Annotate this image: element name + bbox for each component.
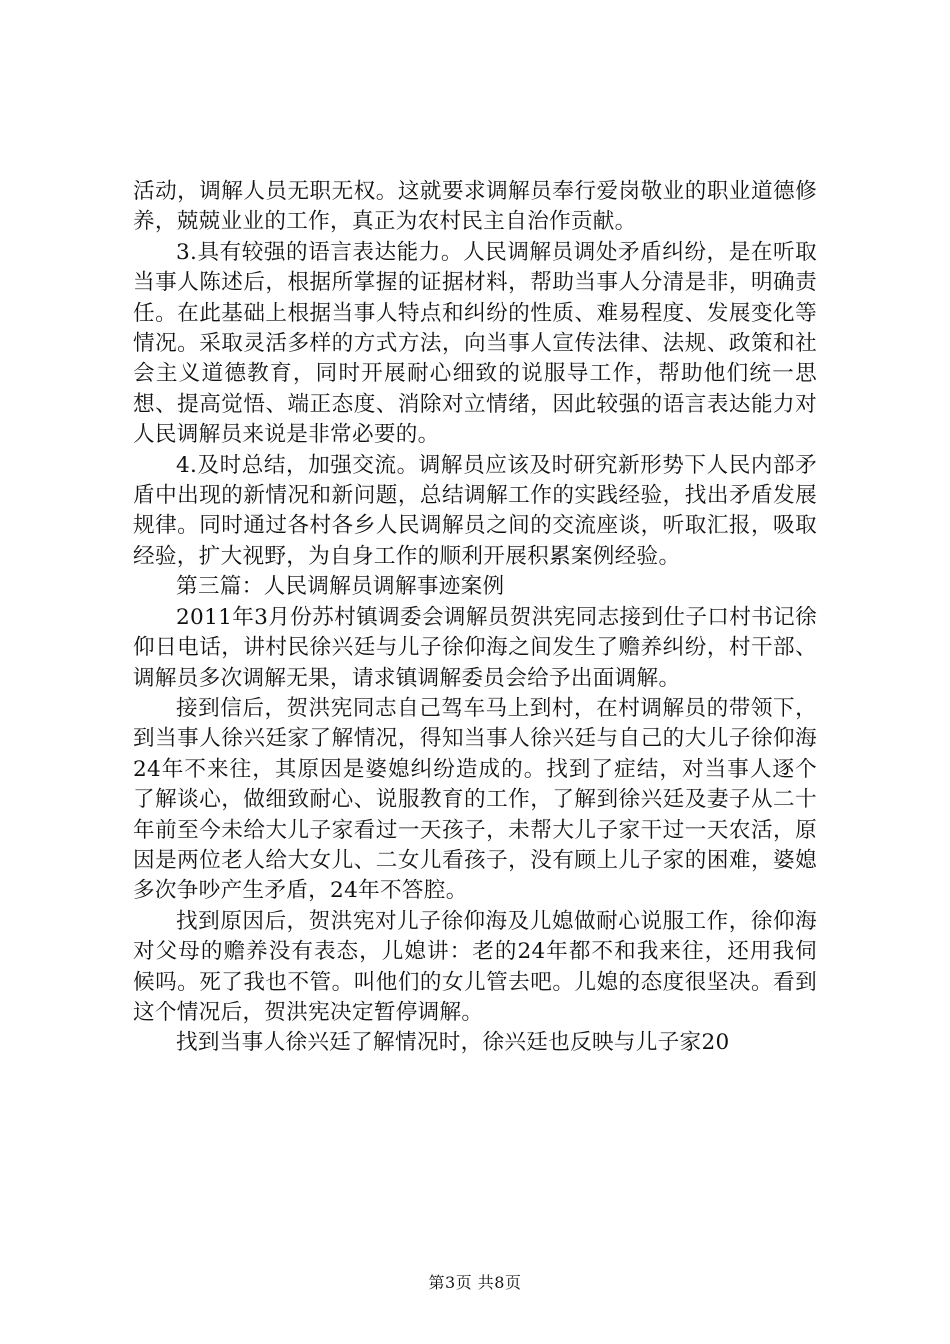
case-paragraph-3: 找到原因后，贺洪宪对儿子徐仰海及儿媳做耐心说服工作，徐仰海对父母的赡养没有表态，儿媳讲：老的24年都不和我来往，还用我伺候吗。死了我也不管。叫他们的女儿管去吧。儿媳的态度很坚决。看到这个情况后，贺洪宪决定暂停调解。 <box>133 908 817 1025</box>
body-paragraph-1: 活动，调解人员无职无权。这就要求调解员奉行爱岗敬业的职业道德修养，兢兢业业的工作，真正为农村民主自治作贡献。 <box>133 179 817 235</box>
case-paragraph-4: 找到当事人徐兴廷了解情况时，徐兴廷也反映与儿子家20 <box>176 1030 730 1056</box>
page-number-footer: 第3页 共8页 <box>428 1273 522 1292</box>
case-paragraph-1: 2011年3月份苏村镇调委会调解员贺洪宪同志接到仕子口村书记徐仰日电话，讲村民徐兴廷与儿子徐仰海之间发生了赡养纠纷，村干部、调解员多次调解无果，请求镇调解委员会给予出面调解。 <box>133 604 817 691</box>
body-paragraph-2: 3.具有较强的语言表达能力。人民调解员调处矛盾纠纷，是在听取当事人陈述后，根据所掌握的证据材料，帮助当事人分清是非，明确责任。在此基础上根据当事人特点和纠纷的性质、难易程度、发展变化等情况。采取灵活多样的方式方法，向当事人宣传法律、法规、政策和社会主义道德教育，同时开展耐心细致的说服导工作，帮助他们统一思想、提高觉悟、端正态度、消除对立情绪，因此较强的语言表达能力对人民调解员来说是非常必要的。 <box>133 239 817 448</box>
document-body <box>133 177 817 1059</box>
section-heading: 第三篇：人民调解员调解事迹案例 <box>176 574 505 600</box>
case-paragraph-2: 接到信后，贺洪宪同志自己驾车马上到村，在村调解员的带领下，到当事人徐兴廷家了解情况，得知当事人徐兴廷与自己的大儿子徐仰海24年不来往，其原因是婆媳纠纷造成的。找到了症结，对当事人逐个了解谈心，做细致耐心、说服教育的工作，了解到徐兴廷及妻子从二十年前至今未给大儿子家看过一天孩子，未帮大儿子家干过一天农活，原因是两位老人给大女儿、二女儿看孩子，没有顾上儿子家的困难，婆媳多次争吵产生矛盾，24年不答腔。 <box>133 695 817 904</box>
body-paragraph-3: 4.及时总结，加强交流。调解员应该及时研究新形势下人民内部矛盾中出现的新情况和新问题，总结调解工作的实践经验，找出矛盾发展规律。同时通过各村各乡人民调解员之间的交流座谈，听取汇报，吸取经验，扩大视野，为自身工作的顺利开展积累案例经验。 <box>133 452 817 569</box>
